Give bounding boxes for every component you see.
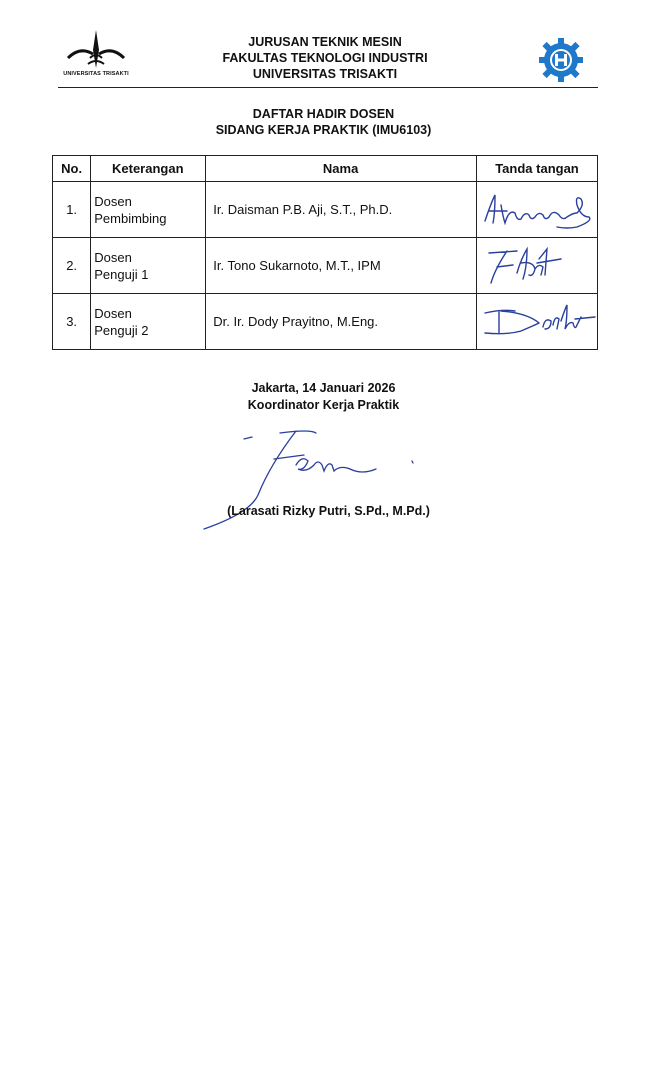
signature-cell [476,238,597,294]
header-divider [58,87,598,88]
role-line-1: Dosen [94,193,132,209]
row-name: Ir. Tono Sukarnoto, M.T., IPM [206,238,477,294]
row-role [91,238,206,294]
role-line-1: Dosen [94,249,132,265]
coordinator-name: (Larasati Rizky Putri, S.Pd., M.Pd.) [227,504,430,518]
header-keterangan: Keterangan [91,156,206,182]
coordinator-role: Koordinator Kerja Praktik [247,398,400,412]
title-line-1: DAFTAR HADIR DOSEN [252,107,395,121]
logo-caption: UNIVERSITAS TRISAKTI [63,71,129,77]
document-title [0,106,647,138]
institution-name [150,34,500,82]
role-line-1: Dosen [94,305,132,321]
table-row [53,182,598,238]
row-number: 2. [53,238,91,294]
department-line: JURUSAN TEKNIK MESIN [248,35,402,49]
coordinator-signature-icon [200,425,440,535]
header-no: No. [53,156,91,182]
signature-1-icon [477,183,597,236]
row-number: 1. [53,182,91,238]
coordinator-signature [200,425,440,535]
role-line-2: Penguji 2 [94,322,149,338]
signature-cell [476,294,597,350]
role-line-2: Pembimbing [94,210,167,226]
trisakti-logo [60,28,132,80]
trisakti-logo-icon [60,28,132,72]
mechanical-dept-logo [539,38,583,82]
title-line-2: SIDANG KERJA PRAKTIK (IMU6103) [215,123,432,137]
table-row [53,238,598,294]
place-date: Jakarta, 14 Januari 2026 [251,381,396,395]
signature-2-icon [477,239,597,292]
row-role [91,294,206,350]
role-line-2: Penguji 1 [94,266,149,282]
header-nama: Nama [206,156,477,182]
university-line: UNIVERSITAS TRISAKTI [252,67,398,81]
row-name: Dr. Ir. Dody Prayitno, M.Eng. [206,294,477,350]
approval-block [0,380,647,414]
letterhead [0,0,647,92]
table-row [53,294,598,350]
header-tanda-tangan: Tanda tangan [476,156,597,182]
row-number: 3. [53,294,91,350]
row-name: Ir. Daisman P.B. Aji, S.T., Ph.D. [206,182,477,238]
gear-emblem-icon [539,38,583,82]
table-header-row [53,156,598,182]
signature-3-icon [477,295,597,348]
attendance-table [52,155,598,350]
faculty-line: FAKULTAS TEKNOLOGI INDUSTRI [222,51,428,65]
signature-cell [476,182,597,238]
coordinator-name-line [0,504,647,518]
row-role [91,182,206,238]
